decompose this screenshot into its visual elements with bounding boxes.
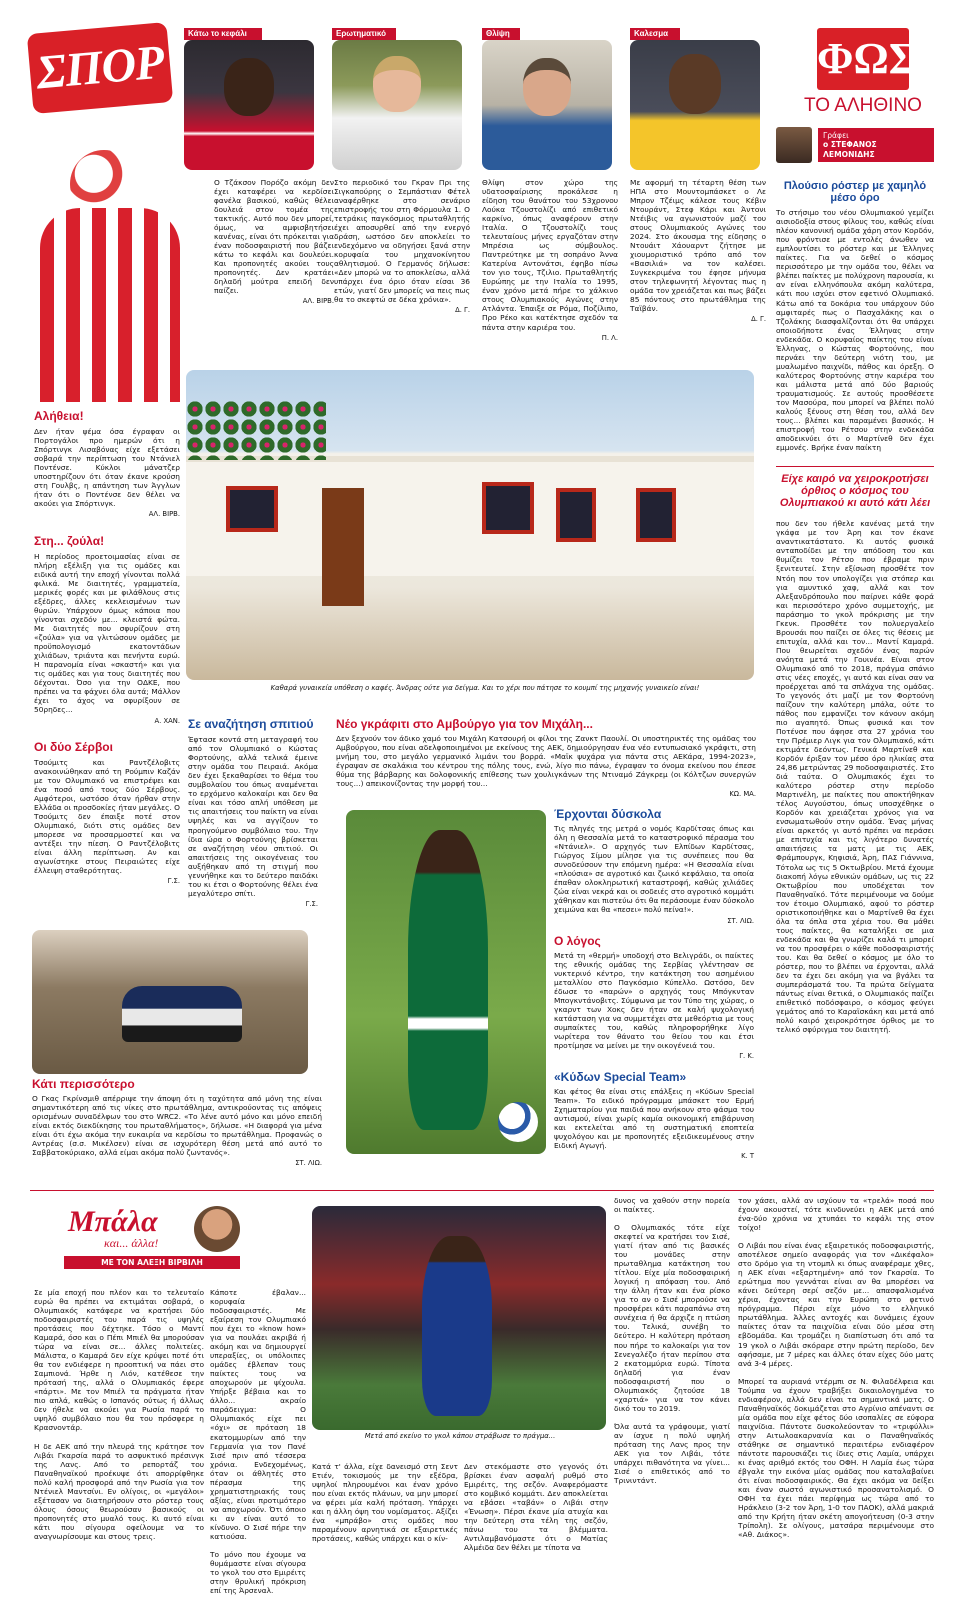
column-photo: [312, 1206, 606, 1430]
photo-porozo: [184, 28, 314, 170]
top-item-vettel: [334, 178, 470, 315]
cafe-photo-caption: Καθαρά γυναικεία υπόθεση ο καφές. Άνδρας ούτε για δείγμα. Και το χέρι που πάτησε το κουμπί της μηχανής γυναικείο είναι!: [270, 684, 700, 692]
top-item-porozo: [214, 178, 334, 306]
divider: [30, 1190, 934, 1191]
photo-giustolisi: [482, 28, 612, 170]
author-name: ο ΣΤΕΦΑΝΟΣ ΛΕΜΟΝΙΔΗΣ: [823, 140, 877, 159]
brand-block: [794, 28, 932, 124]
column-text-2: Κάποτε έβαλαν... κορυφαία ποδοσφαιριστές. Με εξαίρεση τον Ολυμπιακό που έχει το «know how» για να πουλάει ακριβά ή ακόμη και να δημιουργεί υπεραξίες, οι υπόλοιπες ομάδες έβλεπαν τους παίκτες τους να αποχωρούν με ψίχουλα. Υπήρξε βέβαια και το άλλο... ακραίο παράδειγμα: Ο Ολυμπιακός είχε πει «όχι» σε πρόταση 18 εκατομμυρίων από την Γερμανία για τον Πανέ Σισέ πριν από τέσσερα χρόνια. Ενδεχομένως, όταν οι άθλητές στο πέρασμα της χρηματιστηριακής τους αξίας, είναι προτιμότερο να αποχωρούν. Ότι όποιο κι αν είναι αυτό το κίνδυνο. Ο Σισέ πήρε την κατιούσα. Το μόνο που έχουμε να θυμάμαστε είναι σίγουρα το γκολ του στο Εμιρέιτς στην θρυλική πρόκριση επί της Άρσεναλ.: [210, 1288, 306, 1596]
column-header: [64, 1204, 240, 1274]
headline: «Κύδων Special Team»: [554, 1069, 687, 1084]
article-body: Δεν ήταν ψέμα όσα έγραφαν οι Πορτογάλοι προ ημερών ότι η Σπόρτινγκ Λισαβόνας είχε εξετάσει σοβαρά την περίπτωση του Ντάνιελ Ποντένσε. Κύκλοι μάνατζερ υποστηρίζουν ότι όταν έκανε κρούση στη Γουλβς, η απάντηση των Άγγλων ήταν ότι ο Ποντένσε δεν θέλει να ακούει για Σπόρτινγκ.: [34, 427, 180, 509]
brand-logo: ΦΩΣ: [817, 28, 909, 90]
headline: Νέο γκράφιτι στο Αμβούργο για τον Μιχάλη...: [336, 717, 593, 731]
mid-item-house: [188, 718, 318, 908]
portrait: [482, 40, 612, 170]
tag: Θλίψη: [482, 28, 520, 40]
signature: Γ. Κ.: [739, 1052, 754, 1061]
headline: Ο λόγος: [554, 933, 601, 948]
article-body: Στο περιοδικό του Γκραν Πρι της Σιγκαπούρης ο Σεμπάστιαν Φέτελ αναφέρθηκε στο σενάριο επιστροφής του στη Φόρμουλα 1. Ο τετράκις παγκόσμιος πρωταθλητής έχει αποσυρθεί από την ενεργό δράση, ωστόσο δεν αποκλείει το ενδεχόμενο να οδηγήσει ξανά στην κορυφαία του μηχανοκίνητου αθλητισμού. Ο Γερμανός δήλωσε: «Δεν μπορώ να το αποκλείσω, αλλά υπάρχει ένα όριο όταν είσαι 36 ετών, γιατί δεν μπορείς να πεις πως θα το σκεφτώ σε δέκα χρόνια».: [334, 178, 470, 305]
brand-sub: ΤΟ ΑΛΗΘΙΝΟ: [804, 95, 922, 116]
article-body: που δεν του ήθελε κανένας μετά την γκάφα με τον Άρη και τον έκανε αναντικατάστατο. Κι αυτός φυσικά ανταποδίδει με την απόδοση του και θυμίζει τον Ρέτσο που έβραμε πριν ξενιτευτεί. Στην εξίσωση προσθέτε τον Ντόη που τον υπολογίζει για στόπερ και για αμυντικό χαφ, αλλά και τον Αλεξανδρόπουλο που παίρνει κάθε φορά και περισσότερο χρόνο συμμετοχής, με παράσημο το γκολ πρόκρισης με την Γκενκ. Προσθέτε τον πολυεργαλείο Βρουσάι που παίζει σε όλες τις θέσεις με επιτυχία, αλλά και τον... Μαντί Καμαρά. Που θεωρείται σχεδόν ένας παρών ανόητα μετά την Γουινέα. Είναι στον Ολυμπιακό από το 2018, πράγμα σπάνιο στις νέες εποχές, γι αυτό και είναι σαν να προέρχεται από τα σπλάχνα της ομάδας. Το γεγονός ότι μαζί με τον Φορτούνη παίζουν την καλύτερη μπάλα, ούτε το πάθος που εμφανίζει τον κάνουν ακόμη πιο αγαπητό. Όπως φυσικά και τον Ποτένσε που άφησε στα 27 χρόνια του την Πρέμιερ Λιγκ για τον Ολυμπιακό, κάτι εκτιμάτε δεόντως. Γενικά Μαρτίνεθ και Κορδόν έριξαν τον μέσο όρο ηλικίας στα 24,86 μετρώντας 29 ποδοσφαιριστές. Στο διά ταύτα. Ο Ολυμπιακός έχει το καλύτερο ρόστερ στην περίοδο Μαρτινέλη, με παίκτες που αποκτήθηκαν τέλος Αυγούστου, όπως υποσχέθηκε ο Κορδόν και χρειάζεται χρόνος για να ενσωματωθούν στην ομάδα. Ένας μήνας είναι αρκετός γι αυτό πρέπει να περάσει με επιτυχία και τις λιγότερο δυνατές απαιτήσεις τα ματς με τις ΑΕΚ, Φράμπουργκ, Κηφισιά, Άρη, ΠΑΣ Γιάννινα, Τότολα ως τις 5 Οκτωβρίου. Μετά έχουμε διακοπή λόγω εθνικών ομάδων, ως τις 22 Οκτωβρίου που υποδέχεται τον Παναθηναϊκό. Τότε περιμένουμε να δούμε τον έτοιμο Ολυμπιακό, αφού το ρόστερ οριστικοποιήθηκε και ο Μαρτίνεθ θα έχει όλα τα όπλα στα χέρια του. Θα μάθει τους παίκτες, θα καταλήξει σε μια ενδεκάδα και θα γνωρίζει καλά τι μπορεί να του προσφέρει ο κάθε ποδοσφαιριστής του. Και θα δεθεί ο κόσμος με όλο το ρόστερ, που το βλέπει να έρχονται, αλλά δεν τα έχει δει ακόμη για να βγάλει τα συμπεράσματά του. Τα πρώτα δείγματα πάντως είναι θετικά, ο Ολυμπιακός παίζει επιθετικό ποδόσφαιρο, ο κόσμος φεύγει γεμάτος από το Καραϊσκάκη και μετά από πολύ καιρό χειροκρότησε όρθιος με το τελικό σφύριγμα του διαιτητή.: [776, 519, 934, 1035]
article-body: Έφτασε κοντά στη μεταγραφή του από τον Ολυμπιακό ο Κώστας Φορτούνης, αλλά τελικά έμεινε στην ομάδα του Πειραιά. Ακόμα δεν έχει ξεκαθαρίσει το θέμα του συμβολαίου του όπως αναμένεται το ερχόμενο καλοκαίρι και δεν θα είναι και τόσο απλή υπόθεση με τις απαιτήσεις του παίκτη να είναι υψηλές και να αγγίζουν το προηγούμενο συμβόλαιο του. Την ίδια ώρα ο Φορτούνης βρίσκεται σε αναζήτηση νέου σπιτιού. Οι απαιτήσεις της οικογένειας του αυξήθηκαν από τη στιγμή που γεννήθηκε και το δεύτερο παιδάκι του κι έτσι ο Φορτούνης θέλει ένα μεγαλύτερο σπίτι.: [188, 735, 318, 898]
head-shape: [669, 54, 721, 114]
left-item-more: [32, 1078, 322, 1168]
signature: ΑΛ. ΒΙΡΒ.: [302, 297, 334, 306]
signature: Α. ΧΑΝ.: [154, 716, 180, 725]
head-shape: [224, 58, 274, 116]
signature: Π. Λ.: [601, 333, 618, 342]
mid-item-graffiti: [336, 718, 756, 799]
woman-player-photo: [346, 810, 546, 1154]
player-figure: [422, 1236, 492, 1416]
portrait: [630, 40, 760, 170]
author-role: Γράφει: [823, 130, 849, 140]
headline: Πλούσιο ρόστερ με χαμηλό μέσο όρο: [783, 180, 927, 205]
top-item-giustolisi: [482, 178, 618, 342]
column-text-4: Κατά τ' άλλα, είχε δανεισμό στη Σεντ Ετιέν, τοκισμούς με την εξέδρα, υψηλοί πληρουμένοι και έναν χρόνο που είναι εκτός πλάνων, να μην μπορεί να φέρει μία καλή πρόταση. Υπάρχει και η άλλη όψη του νομίσματος. Αξίζει ένα «μπράβο» στις ομάδες που παραμένουν αρνητικά σε εξαιρετικές προτάσεις, καθώς υπάρχει και ο κίν-: [312, 1462, 458, 1544]
column-avatar: [194, 1206, 240, 1252]
player-cutout: [32, 150, 182, 402]
signature: Γ.Σ.: [167, 877, 180, 886]
photo-vettel: [332, 28, 462, 170]
article-body: Ο Τζάκσον Πορόζο ακόμη δεν έχει καταφέρει να κερδίσει φανέλα βασικού, καθώς θέλει δουλειά στον τομέα της τακτικής. Αυτό που δεν μπορεί, όμως, να αμφισβητήσει κανένας, είναι ότι πρόκειται για έναν ποδοσφαιριστή που βάζει κάτω το κεφάλι και δουλεύει. Και προπονητές ακούει τους προπονητές. Δεν κρατάει δηλαδή μούτρα επειδή δεν παίζει.: [214, 178, 334, 296]
top-item-lebron: [630, 178, 766, 324]
column-title: Μπάλα: [68, 1205, 158, 1238]
signature: Γ.Σ.: [305, 899, 318, 908]
headline: Κάτι περισσότερο: [32, 1077, 135, 1091]
column-text-3: δυνος να χαθούν στην πορεία οι παίκτες. Ο Ολυμπιακός τότε είχε σκεφτεί να κρατήσει τον Σισέ, γιατί ήταν από τις βασικές του μονάδες στην πρωταθλημα κατάκτηση του τίτλου. Είχε μία ποδοσφαιρική λογική η απόφαση του. Από την άλλη ήταν και ένα ρίσκο για το αν ο Σισέ μπορούσε να προσφέρει κάτι παραπάνω στη συνέχεια ή θα άρχιζε η πτώση του. Τελικά, συνέβη το δεύτερο. Η καλύτερη πρόταση που πήρε το καλοκαίρι για τον Σενεγαλέζο ήταν περίπου στα 2 εκατομμύρια ευρώ. Τίποτα δηλαδή για έναν ποδοσφαιριστή που ο Ολυμπιακός ζητούσε 18 «χαρτιά» για να τον κάνει δικό του το 2019. Όλα αυτά τα γράφουμε, γιατί αν ίσχυε η πολύ υψηλή πρόταση της Λανς προς την ΑΕΚ για τον Λιβάι, τότε υπάρχει πιθανότητα να γίνει... Σισέ ο επιθετικός από το Τρινιντάντ.: [614, 1196, 730, 1485]
top-photo-strip: [184, 28, 780, 170]
signature: ΣΤ. ΛΙΩ.: [727, 916, 754, 925]
signature: Δ. Γ.: [455, 306, 470, 315]
headline: Οι δύο Σέρβοι: [34, 739, 113, 754]
column-text-1: Σε μία εποχή που πλέον και το τελευταίο ευρώ θα πρέπει να εκτιμάται σοβαρά, ο Ολυμπιακός κατάφερε να κρατήσει δύο ποδοσφαιριστές του παρά τις υψηλές προτάσεις που δέχτηκε. Τόσο ο Μαντί Καμαρά, όσο και ο Πέπι Μπιέλ θα μπορούσαν τώρα να είναι σε... άλλες πολιτείες. Μάλιστα, ο Καμαρά δεν είχε κρύψει ποτέ ότι θα τον ενδιέφερε η προοπτική να πάει στο Σαμπιονά. Ήρθε η Λιόν, κατέθεσε την πρότασή της, αλλά ο Ολυμπιακός έφερε «πάρτι». Με τον Μπιέλ τα πράγματα ήταν πιο απλά, καθώς ο Ισπανός ούτως ή άλλως δεν ήθελε να ακούει για Ρωσία παρά το υψηλό συμβόλαιο που θα του πρόσφερε η Κρασνοντάρ. Η δε ΑΕΚ από την πλευρά της κράτησε τον Λιβάι Γκαρσία παρά το ασφυκτικό πρέσινγκ της Λανς. Από το ρεπορτάζ του Παναθηναϊκού προέκυψε ότι απορρίφθηκε πολύ καλή προσφορά από την Ρωσία για τον Ντένιελ Μαντσίνι. Εν ολίγοις, οι «μεγάλοι» εξέτασαν να διατηρήσουν στο ρόστερ τους όλους όσους θεωρούσαν βασικούς οι προπονητές στο μυαλό τους. Κι αυτό είναι κάτι που σίγουρα οφείλουμε να το αναγνωρίσουμε και στους τρεις.: [34, 1288, 204, 1541]
signature: ΣΤ. ΛΙΩ.: [295, 1159, 322, 1168]
tag: Καλεσμα: [630, 28, 680, 40]
left-column: [34, 410, 180, 886]
window: [226, 486, 278, 532]
article-body: Δεν ξεχνούν τον άδικο χαμό του Μιχάλη Κατσουρή οι φίλοι της Ζανκτ Παουλί. Οι υποστηρικτές της ομάδας του Αμβούργου, που είναι αδελφοποιημένοι με εκείνους της ΑΕΚ, δημιούργησαν ένα νέο εντυπωσιακό γκράφιτι, στη μνήμη του, στο μεγάλο γερμανικό λιμάνι του βορρά. «Μαϊκ ψυχάρα για πάντα στις ΑΕΚάρα, 1994-2023», έγραψαν σε σκαλάκια του κέντρου της πόλης τους, ενώ, λίγο πιο πάνω, έγραψαν το όνομα εκείνου που έπεσε θύμα της βάρβαρης και δολοφονικής επίθεσης των χουλιγκάνων της Ντιναμό Ζάγκρεμ (οι Κόλτζων συνεργών τους...) απεικονίζοντας την μορφή του...: [336, 734, 756, 789]
column-byline: ΜΕ ΤΟΝ ΑΛΕΞΗ ΒΙΡΒΙΛΗ: [64, 1256, 240, 1269]
author-info: [818, 128, 934, 162]
head-shape: [373, 56, 421, 112]
article-body: Θλίψη στον χώρο της υδατοσφαίρισης προκάλεσε η είδηση του θανάτου του 53χρονου Λούκα Τζουστολίζι από επιθετικό καρκίνο, όπως αναφέρουν στην Ιταλία. Ο Τζουστολίζι τους τελευταίους μήνες εργαζόταν στην Μπρέσια ως σύμβουλος. Παντρεύτηκε με τη σοπράνο Άννα Κατερίνα Αντονάτσι, έφηβο πίσω τον γιο τους, Τζιλιο. Πρωταθλητής Ευρώπης με την Ιταλία το 1995, έναν χρόνο μετά πήρε το χάλκινο στους Ολυμπιακούς Αγώνες στην Ατλάντα. Έπαιξε σε Ρόμα, Ποζίλιπο, Προ Ρέκο και κατέκτησε σχεδόν τα πάντα στην καριέρα του.: [482, 178, 618, 332]
head-shape: [523, 58, 571, 116]
pull-quote: Είχε καιρό να χειροκροτήσει όρθιος ο κόσμος του Ολυμπιακού κι αυτό κάτι λέει: [776, 466, 934, 509]
article-body: Το στήσιμο του νέου Ολυμπιακού γεμίζει αισιοδοξία στους φίλους του, καθώς είναι πλέον κανονική ομάδα χάρη στον Κορδόν, που φρόντισε με εντολές άνωθεν να εμπλουτίσει το ρόστερ και με Έλληνες παίκτες. Για να δεθεί ο κόσμος περισσότερο με την ομάδα του, θέλει να βλέπει παίκτες με πολύχρονη παρουσία, κι αν είναι ελληνόπουλα ακόμη καλύτερα, κάτι που ισχύει στον εφετινό Ολυμπιακό. Κάτω από τα δοκάρια του υπάρχουν δύο αμφιταρές πως ο Πασχαλάκης και ο Τζολάκης διασφαλίζονται ότι θα υπάρχει οποιοδήποτε ένας Έλληνας στην ενδεκάδα. Ο κορυφαίος παίκτης του είναι Έλληνας, ο Κώστας Φορτούνης, που περνάει την δεύτερη νιότη του, με μυαλωμένο παιχνίδι, πάθος και όρεξη. Ο καλύτερος Φορτούνης στην καριέρα του και μάλιστα μετά από δύο βαριούς τραυματισμούς. Σε αυτούς προσθέσετε τον Μασούρα, που μπορεί να βλέπει πολύ καλούς ξένους στη θέση του, αλλά δεν τους... βλέπει και παραμένει βασικός. Η επιστροφή του Ρέτσου στην ενδεκάδα αποδεικνύει ότι ο Μαρτίνεθ δεν έχει εμμονές. Βρήκε έναν παίκτη: [776, 208, 934, 452]
column-text-6: τον χάσει, αλλά αν ισχύουν τα «τρελά» ποσά που έχουν ακουστεί, τότε κινδυνεύει η ΑΕΚ μετά από ένα-δύο χρόνια να χτυπάει το κεφάλι της στον τοίχο! Ο Λιβάι που είναι ένας εξαιρετικός ποδοσφαιριστής, αποτέλεσε σημείο αναφοράς για τον «Δικέφαλο» στο δρόμο για τη ντομπλ κι όπως αναφέραμε χθες, η ΑΕΚ είναι «εξαρτημένη» από τον Γκαρσία. Το ερώτημα που γεννάται είναι αν θα μπορέσει να κάνει δεύτερη σερί σεζόν με... απασφαλισμένα χέρια, έχοντας και την Ευρώπη στο φετινό πρόγραμμα. Πέρσι είχε μόνο το ελληνικό πρωτάθλημα. Άλλες αντοχές και δυνάμεις έχουν παίκτες όταν τα παιχνίδια είναι δύο μέσα στη εβδομάδα. Και τρομάζει η διαπίστωση ότι από τα 19 γκολ ο Λιβάι σκόραρε στην πρώτη περίοδο, δεν αφήσαμε, με 7 μέρες και άλλες όταν είχες δύο ματς ανά 3-4 μέρες. Μπορεί τα αυριανά ντέρμπι σε Ν. Φιλαδέλφεια και Τούμπα να έχουν τραβήξει δικαιολογημένα το ενδιαφέρον, αλλά δεν είναι τα σημαντικά ματς. Ο Παναθηναϊκός δοκιμάζεται στο Αγρίνιο απέναντι σε μία ομάδα που είχε φέτος δύο ισοπαλίες σε εύφορα παιχνίδια. Πάντοτε δυσκολεύονταν το «τριφύλλι» στην Αιτωλοακαρνανία και ο Παναθηναϊκός στάθηκε σε σημαντικό περαιτέρω ενδιαφέρον πάντοτε παρουσιάζει τις ίδιες στις Λαμία, υπάρχει κι ένας αριθμό εκτός του ΟΦΗ. Η Λαμία έως τώρα έβγαλε την εικόνα μίας ομάδας που καταλαβαίνει ότι είναι ποδοσφαιρικός. Θα έχει ακόμα να δείξει και έναν σωστό αγωνιστικό προσανατολισμό. Ο ΟΦΗ τα έχει πάει περίφημα ως τώρα από το Ηράκλειο (3-2 τον Άρη, 1-0 τον ΠΑΟΚ), αλλά μακριά από την Κρήτη ήταν σκέτη απογοήτευση (0-3 στην Τρίπολη). Σε ολίγους, ματσάρα περιμένουμε στο «Αθ. Διάκος».: [738, 1196, 934, 1540]
headline: Στη... ζούλα!: [34, 533, 105, 548]
signature: ΚΩ. ΜΑ.: [729, 790, 756, 799]
headline: Σε αναζήτηση σπιτιού: [188, 717, 314, 731]
section-title: ΣΠΟΡ: [34, 35, 166, 100]
masthead-logo: [27, 22, 173, 114]
player-figure: [408, 830, 488, 1130]
headline: Αλήθεια!: [34, 409, 84, 423]
portrait: [184, 40, 314, 170]
signature: Δ. Γ.: [751, 315, 766, 324]
article-body: Και φέτος θα είναι στις επάλξεις η «Κύδων Special Team». Το ειδικό πρόγραμμα μπάσκετ του Ερμή Σχηματαρίου για παιδιά που ανήκουν στο φάσμα του αυτισμού, είναι χωρίς καμία οικονομική επιβάρυνση και εκτελείται από τη συστηματική εποπτεία ψυχολόγου και με προπονητές εξειδικευμένους στην Ειδική Αγωγή.: [554, 1086, 754, 1150]
signature: Κ. Τ: [741, 1152, 754, 1160]
rally-photo: [32, 930, 308, 1074]
article-body: Τσούμιτς και Ραντζέλοβιτς ανακοινώθηκαν από τη Ρούμπιν Καζάν με τον Ολυμπιακό να επιστρέψει και ένα ποσό από τους δύο Σέρβους. Αμφότεροι, ωστόσο όταν ήρθαν στην Ελλάδα οι προσδοκίες ήταν μεγάλες. Ο Τσούμιτς δεν έπαιξε ποτέ στον Ολυμπιακό, διότι στις ομάδες δεν μπορεσε να προσαρμοστεί και να αντέξει την πίεση. Ο Ραντζέλοβιτς είναι άλλη περίπτωση. Αν και αγωνίστηκε στους Πειραιώτες είχε έλλειψη σταθερότητας.: [34, 757, 180, 876]
mid-item-difficult: [554, 808, 754, 1160]
tag: Κάτω το κεφάλι: [184, 28, 262, 40]
author-box: [776, 126, 934, 164]
article-body: Τις πληγές της μετρά ο νομός Καρδίτσας όπως και όλη η Θεσσαλία μετά το καταστροφικό πέρασμα του «Ντάνιελ». Ο αρχηγός των Ελπίδων Καρδίτσας, Γιώργος Σίμου μίλησε για τις συνέπειες που θα συνοδεύσουν την επόμενη ημέρα: «Η Θεσσαλία είναι «πλούσια» σε αγροτικό και ζωικό κεφάλαιο, τα οποία έπαθαν ολοκληρωτική καταστροφή, καθώς χιλιάδες ζώα είναι νεκρά και οι σοδειές στο αγροτικό κομμάτι χάθηκαν και πιστεύω ότι θα περάσουμε έναν δύσκολο χειμώνα και θα «πεσει» πολύ πείνα!».: [554, 824, 754, 915]
right-column: [776, 180, 934, 1034]
door: [322, 488, 364, 606]
article-body: Μετά τη «θερμή» υποδοχή στο Βελιγράδι, οι παίκτες της εθνικής ομάδας της Σερβίας γλέντησαν σε νυκτερινό κέντρο, την κατάκτηση του ασημένιου μεταλλίου στο Παγκόσμιο Κύπελλο. Ωστόσο, δεν έδωσε το «παρών» ο αρχηγός τους Μπόγκνταν Μπογκντάνοβιτς. Σύμφωνα με τον Τύπο της χώρας, ο γκαρντ των Χοκς δεν ήταν σε καλή ψυχολογική κατάσταση για να συμμετέχει στα μεθεόρτια με τους συμπαίκτες του, καθώς πληροφορήθηκε λίγο νωρίτερα τον θάνατο του θείου του και έτσι προτίμησε να μείνει με την οικογένειά του.: [554, 950, 754, 1051]
tag: Ερωτηματικό: [332, 28, 396, 40]
column-subtitle: και... άλλα!: [104, 1236, 159, 1250]
portrait: [332, 40, 462, 170]
article-body: Με αφορμή τη τέταρτη θέση των ΗΠΑ στο Μουντομπάσκετ ο Λε Μπρον Τζέιμς κάλεσε τους Κέβιν Ντουράντ, Στεφ Κάρι και Άντονι Ντέιβις να αγωνιστούν μαζί του στους Ολυμπιακούς Αγώνες του 2024. Στο άκουσμα της είδησης ο Ντουάιτ Χάουαρντ ζήτησε με χιουμοριστικό τρόπο από τον «Βασιλιά» να τον καλέσει. Συγκεκριμένα του έφησε μήνυμα στον τηλεφωνητή λέγοντας πως η ομάδα τον χρειάζεται και πως βάζει 85 πόντους στο πρωτάθλημα της Ταϊβάν.: [630, 178, 766, 314]
photo-lebron: [630, 28, 760, 170]
signature: ΑΛ. ΒΙΡΒ.: [148, 510, 180, 519]
headline: Έρχονται δύσκολα: [554, 807, 662, 821]
column-photo-caption: Μετά από εκείνο το γκολ κάπου στράβωσε το πράγμα...: [364, 1432, 556, 1440]
flowers: [186, 400, 326, 460]
avatar: [776, 127, 812, 163]
cafe-photo: [186, 370, 754, 680]
column-text-5: Δεν στεκόμαστε στο γεγονός ότι βρίσκει έναν ασφαλή ρυθμό στο Εμιρέιτς, της σεζόν. Αναφερόμαστε στο κομβικό κομμάτι. Δεν αποκλείεται να εβάσει «ταβάν» ο Λιβάι στην «Ένωση». Πέρσι έκανε μία ατυχία και την δεύτερη στα τέλη της σεζόν, πάνω του τα βλέμματα. Αντιλαμβανόμαστε ότι ο Ματίας Αλμέιδα δεν θέλει με τίποτα να: [464, 1462, 608, 1553]
article-body: Η περίοδος προετοιμασίας είναι σε πλήρη εξέλιξη για τις ομάδες και ειδικά αυτή την εποχή γίνονται πολλά φιλικά. Με διαιτητές, γραμματεία, μερικές φορές και με φιλάθλους στις εξέδρες, άλλες κεκλεισμένων των θυρών. Υπάρχουν όμως κάποια που γίνονται σχεδόν με... κλειστά φώτα. Με διαιτητές που σφυρίζουν στη «ζούλα» για να γλιτώσουν ομάδες με προϋπολογισμό εκατοντάδων χιλιάδων, τριάντα και πενήντα ευρώ. Η παρανομία είναι «σκαστή» και για τις ομάδες και για τους διαιτητές που δέχονται. Όσο για την ΟΔΚΕ, που πρέπει να τα φάχνει όλα αυτά; Μάλλον έχει το άχος να σφυρίξουν σε 50ρηδες...: [34, 551, 180, 715]
article-body: Ο Γκας Γκρίνσμιθ απέρριψε την άποψη ότι η ταχύτητα από μόνη της είναι σημαντικότερη από τις νίκες στο πρωτάθλημα, αντικρούοντας τις απόψεις ορισμένων συναδέλφων του στο WRC2. «Το λένε αυτό μόνο και μόνο επειδή είναι εκτός διεκδίκησης του πρωταθλήματος», δήλωσε. «Η διαφορά για μένα είναι ότι έχω ακόμα την ευκαιρία να κερδίσω το πρωτάθλημα. Προφανώς ο Αντρέας (σ.σ. Μικέλσεν) είναι σε ισχυρότερη θέση μετά από αυτό το Σαββατοκύριακο, αλλά είμαι ακόμα πολύ ζωντανός».: [32, 1094, 322, 1158]
window: [636, 488, 676, 542]
window: [482, 482, 534, 534]
window: [556, 488, 596, 542]
player-body: [40, 208, 180, 402]
car: [122, 986, 242, 1042]
ball-icon: [498, 1102, 538, 1142]
